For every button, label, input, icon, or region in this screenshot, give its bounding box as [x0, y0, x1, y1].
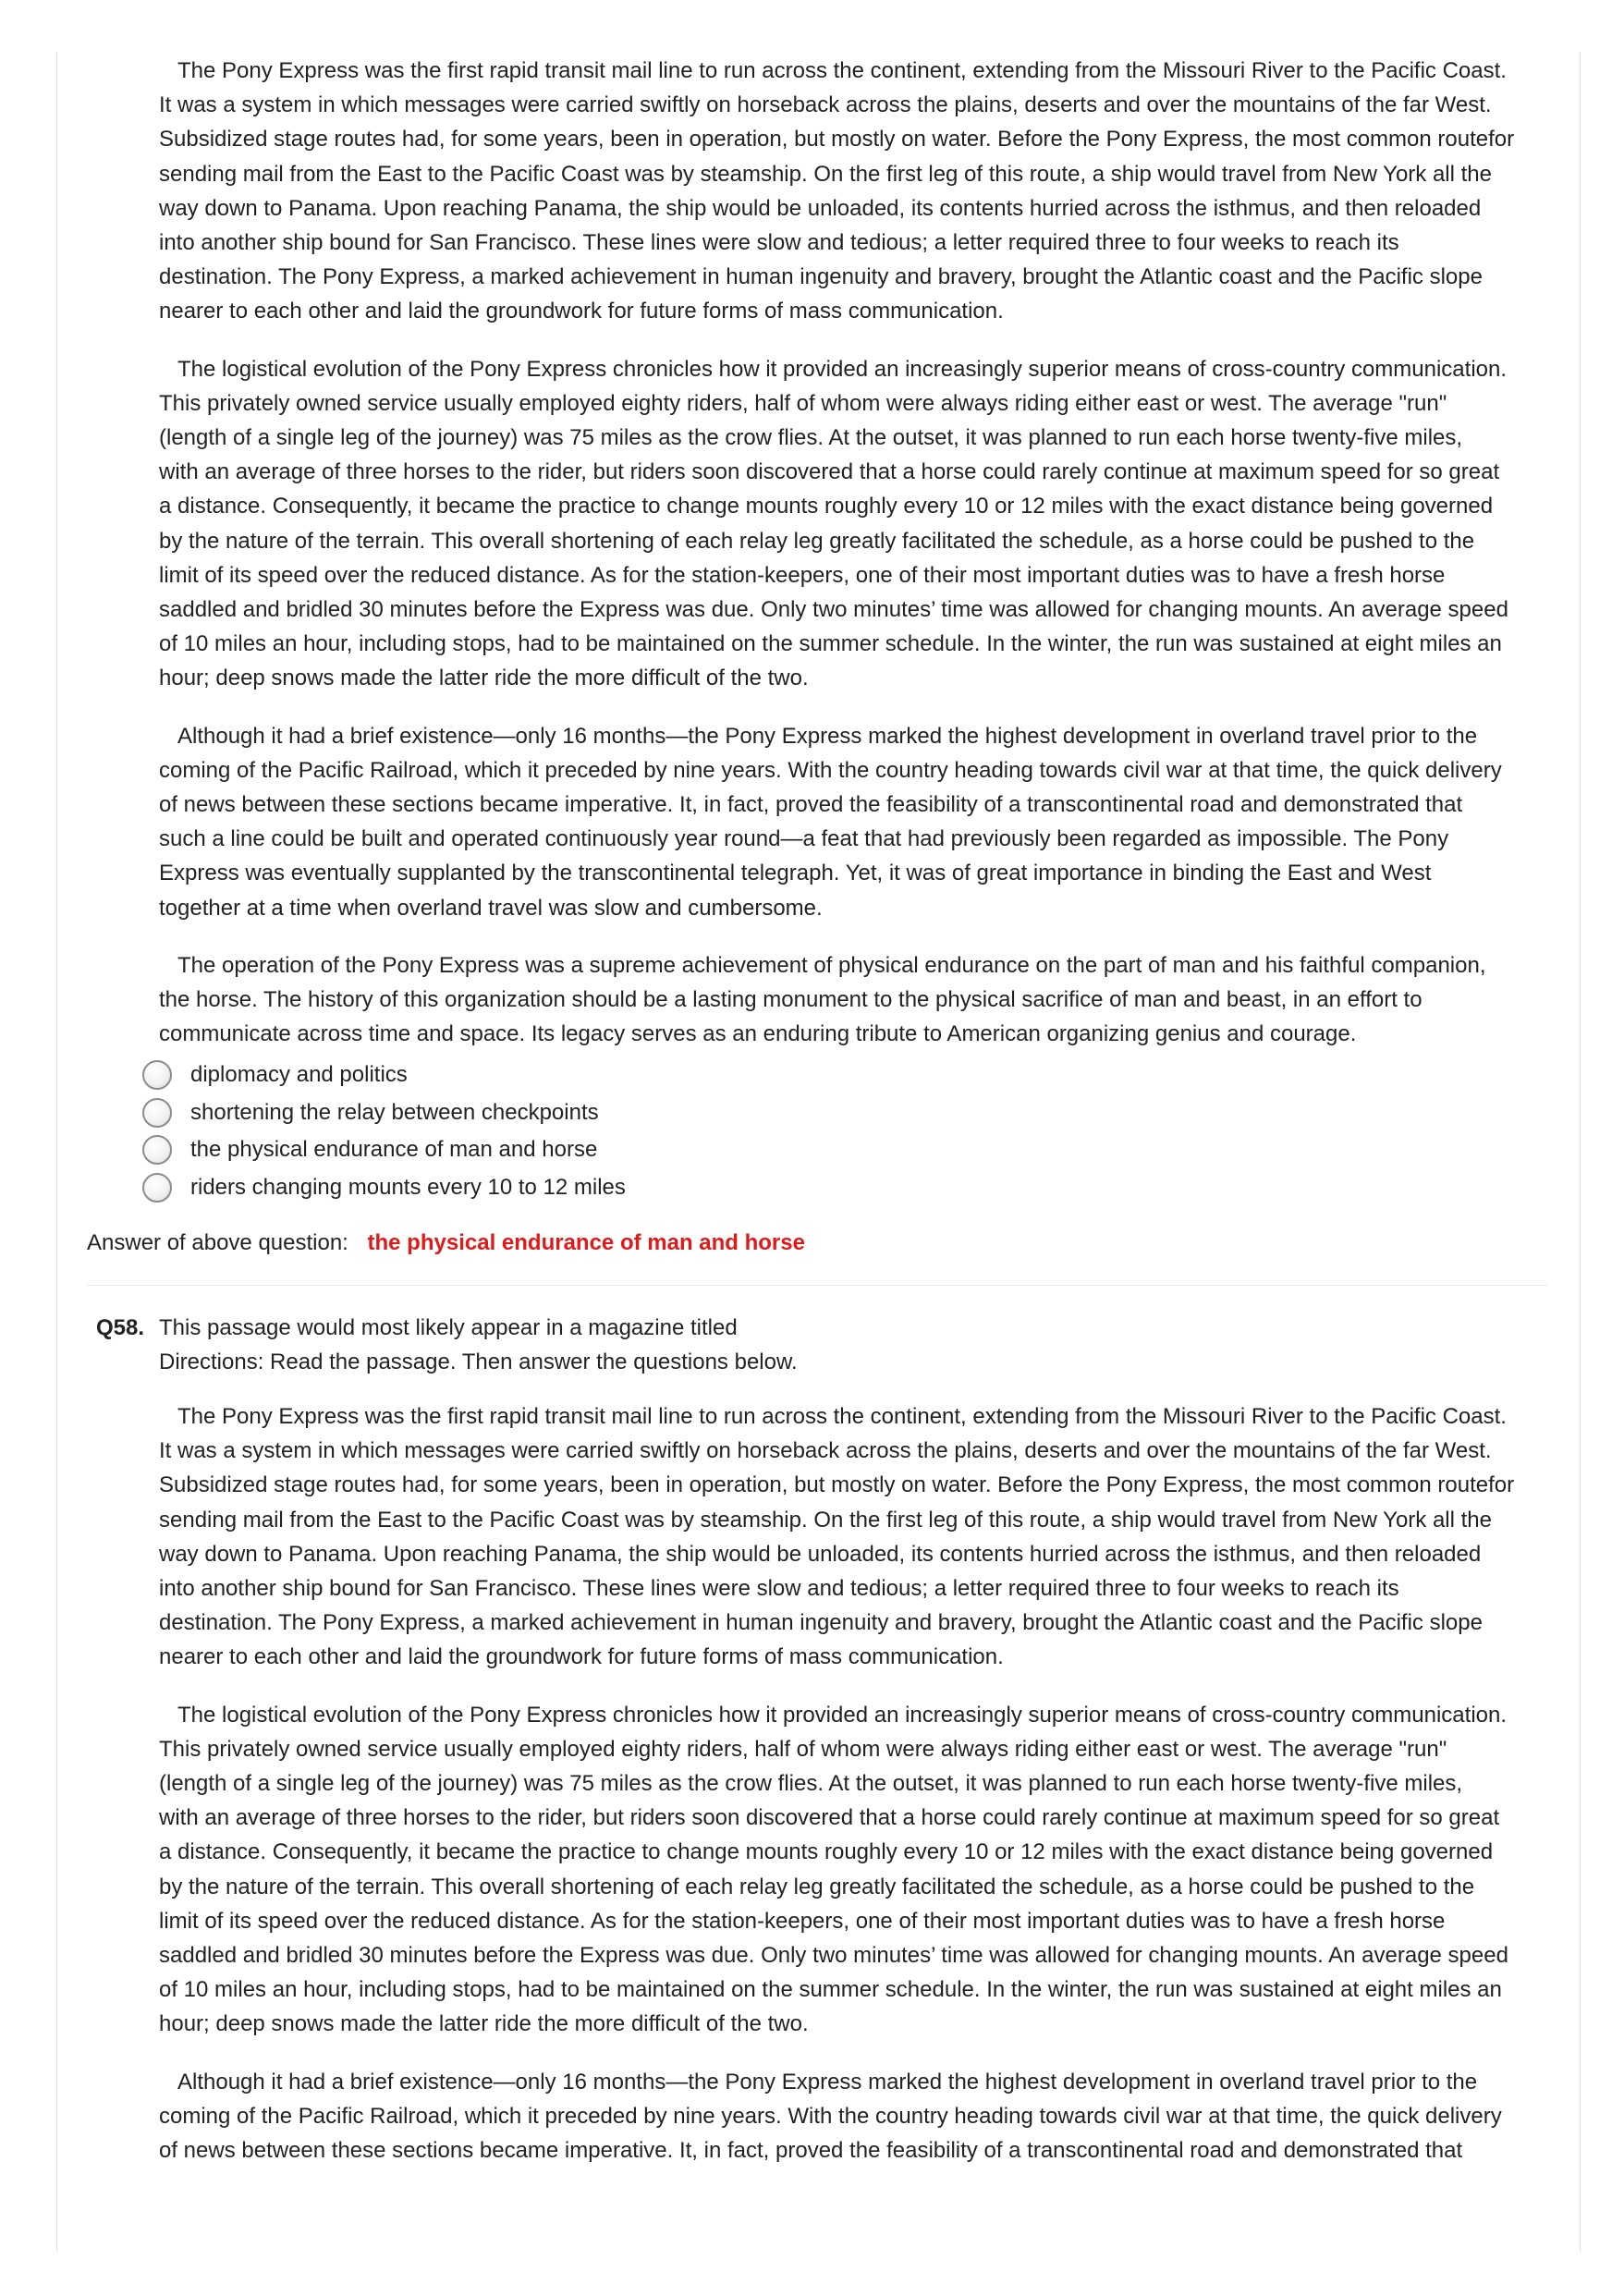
q58-passage — [159, 1399, 1547, 2168]
passage-paragraph: The logistical evolution of the Pony Express chronicles how it provided an increasingly superior means of cross-country communication. This privately owned service usually employed eighty riders, half of whom were always riding either east or west. The average "run" (length of a single leg of the journey) was 75 miles as the crow flies. At the outset, it was planned to run each horse twenty-five miles, with an average of three horses to the rider, but riders soon discovered that a horse could rarely continue at maximum speed for so great a distance. Consequently, it became the practice to change mounts roughly every 10 or 12 miles with the exact distance being governed by the nature of the terrain. This overall shortening of each relay leg greatly facilitated the schedule, as a horse could be pushed to the limit of its speed over the reduced distance. As for the station-keepers, one of their most important duties was to have a fresh horse saddled and bridled 30 minutes before the Express was due. Only two minutes’ time was allowed for changing mounts. An average speed of 10 miles an hour, including stops, had to be maintained on the summer schedule. In the winter, the run was sustained at eight miles an hour; deep snows made the latter ride the more difficult of the two. — [159, 1702, 1508, 2037]
answer-option[interactable] — [142, 1169, 974, 1207]
passage-paragraph: The logistical evolution of the Pony Express chronicles how it provided an increasingly superior means of cross-country communication. This privately owned service usually employed eighty riders, half of whom were always riding either east or west. The average "run" (length of a single leg of the journey) was 75 miles as the crow flies. At the outset, it was planned to run each horse twenty-five miles, with an average of three horses to the rider, but riders soon discovered that a horse could rarely continue at maximum speed for so great a distance. Consequently, it became the practice to change mounts roughly every 10 or 12 miles with the exact distance being governed by the nature of the terrain. This overall shortening of each relay leg greatly facilitated the schedule, as a horse could be pushed to the limit of its speed over the reduced distance. As for the station-keepers, one of their most important duties was to have a fresh horse saddled and bridled 30 minutes before the Express was due. Only two minutes’ time was allowed for changing mounts. An average speed of 10 miles an hour, including stops, had to be maintained on the summer schedule. In the winter, the run was sustained at eight miles an hour; deep snows made the latter ride the more difficult of the two. — [159, 356, 1508, 691]
page-right-border — [1580, 52, 1581, 2252]
option-label: shortening the relay between checkpoints — [190, 1099, 599, 1125]
option-label: riders changing mounts every 10 to 12 miles — [190, 1174, 626, 1200]
passage-paragraph: Although it had a brief existence—only 16 months—the Pony Express marked the highest development in overland travel prior to the coming of the Pacific Railroad, which it preceded by nine years. With the country heading towards civil war at that time, the quick delivery of news between these sections became imperative. It, in fact, proved the feasibility of a transcontinental road and demonstrated that — [159, 2069, 1502, 2164]
q58-header — [96, 1311, 798, 1379]
answer-value: the physical endurance of man and horse — [367, 1230, 805, 1255]
option-label: the physical endurance of man and horse — [190, 1137, 598, 1163]
passage-paragraph: Although it had a brief existence—only 16 months—the Pony Express marked the highest development in overland travel prior to the coming of the Pacific Railroad, which it preceded by nine years. With the country heading towards civil war at that time, the quick delivery of news between these sections became imperative. It, in fact, proved the feasibility of a transcontinental road and demonstrated that such a line could be built and operated continuously year round—a feat that had previously been regarded as impossible. The Pony Express was eventually supplanted by the transcontinental telegraph. Yet, it was of great importance in binding the East and West together at a time when overland travel was slow and cumbersome. — [159, 723, 1502, 921]
question-body — [159, 1311, 798, 1379]
answer-option[interactable] — [142, 1131, 974, 1169]
passage-paragraph: The Pony Express was the first rapid transit mail line to run across the continent, extending from the Missouri River to the Pacific Coast. It was a system in which messages were carried swiftly on horseback across the plains, deserts and over the mountains of the far West. Subsidized stage routes had, for some years, been in operation, but mostly on water. Before the Pony Express, the most common routefor sending mail from the East to the Pacific Coast was by steamship. On the first leg of this route, a ship would travel from New York all the way down to Panama. Upon reaching Panama, the ship would be unloaded, its contents hurried across the isthmus, and then reloaded into another ship bound for San Francisco. These lines were slow and tedious; a letter required three to four weeks to reach its destination. The Pony Express, a marked achievement in human ingenuity and bravery, brought the Atlantic coast and the Pacific slope nearer to each other and laid the groundwork for future forms of mass communication. — [159, 58, 1515, 324]
question-number: Q58. — [96, 1315, 145, 1340]
question-text: This passage would most likely appear in a magazine titled — [159, 1315, 738, 1340]
option-label: diplomacy and politics — [190, 1062, 408, 1088]
answer-label: Answer of above question: — [87, 1230, 348, 1255]
answer-option[interactable] — [142, 1094, 974, 1132]
q57-options — [142, 1056, 974, 1206]
q57-passage — [159, 54, 1547, 1051]
answer-option[interactable] — [142, 1056, 974, 1094]
radio-button-icon[interactable] — [142, 1098, 172, 1128]
page-left-border — [56, 52, 57, 2252]
question-divider — [87, 1285, 1547, 1286]
directions-text: Directions: Read the passage. Then answer the questions below. — [159, 1350, 798, 1374]
answer-row — [87, 1227, 805, 1259]
passage-paragraph: The operation of the Pony Express was a supreme achievement of physical endurance on the part of man and his faithful companion, the horse. The history of this organization should be a lasting monument to the physical sacrifice of man and beast, in an effort to communicate across time and space. Its legacy serves as an enduring tribute to American organizing genius and courage. — [159, 952, 1486, 1047]
passage-paragraph: The Pony Express was the first rapid transit mail line to run across the continent, extending from the Missouri River to the Pacific Coast. It was a system in which messages were carried swiftly on horseback across the plains, deserts and over the mountains of the far West. Subsidized stage routes had, for some years, been in operation, but mostly on water. Before the Pony Express, the most common routefor sending mail from the East to the Pacific Coast was by steamship. On the first leg of this route, a ship would travel from New York all the way down to Panama. Upon reaching Panama, the ship would be unloaded, its contents hurried across the isthmus, and then reloaded into another ship bound for San Francisco. These lines were slow and tedious; a letter required three to four weeks to reach its destination. The Pony Express, a marked achievement in human ingenuity and bravery, brought the Atlantic coast and the Pacific slope nearer to each other and laid the groundwork for future forms of mass communication. — [159, 1404, 1515, 1670]
radio-button-icon[interactable] — [142, 1060, 172, 1090]
radio-button-icon[interactable] — [142, 1135, 172, 1165]
radio-button-icon[interactable] — [142, 1173, 172, 1203]
